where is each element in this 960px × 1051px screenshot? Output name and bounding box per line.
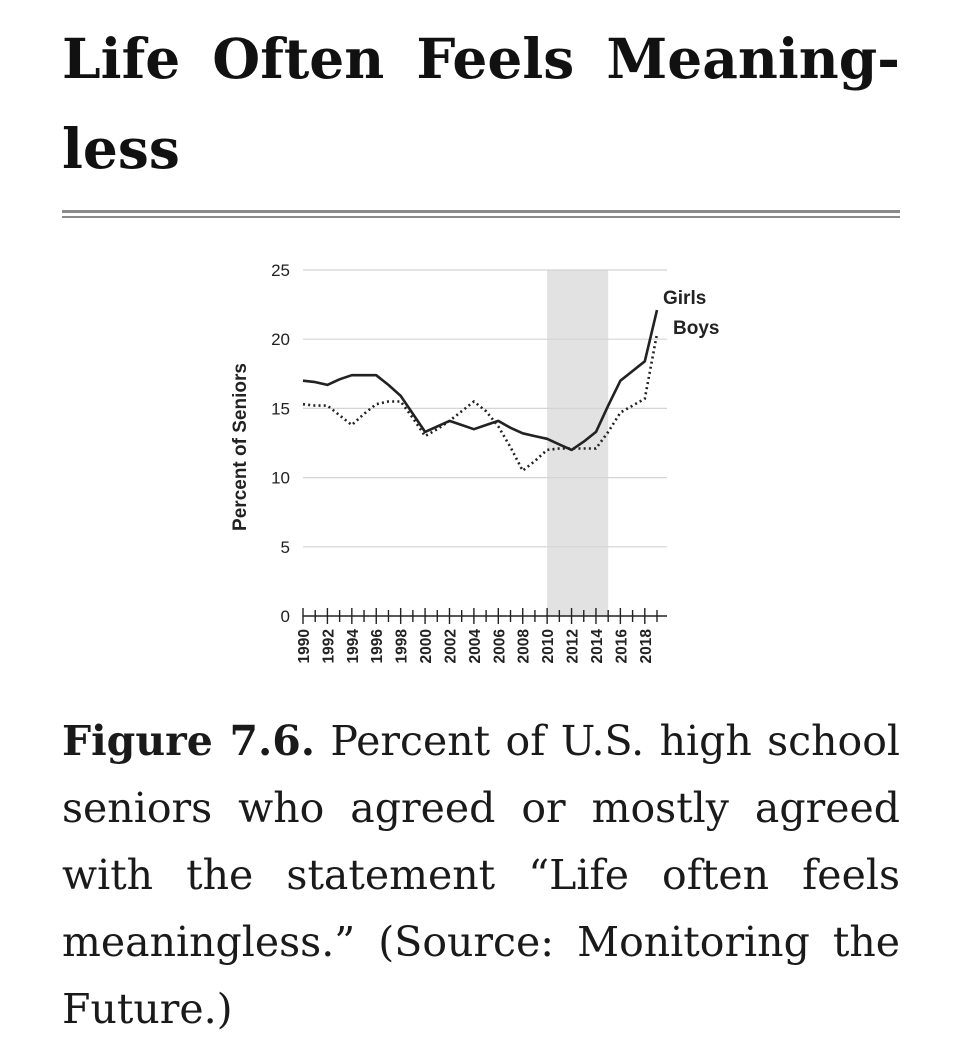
page-title (62, 14, 900, 194)
x-tick-label-2010: 2010 (540, 629, 558, 664)
x-tick-label-2006: 2006 (491, 629, 509, 664)
x-tick-label-2018: 2018 (637, 629, 655, 664)
x-tick-label-1994: 1994 (344, 629, 362, 664)
y-tick-label-25: 25 (271, 261, 290, 280)
title-line-2: less (62, 116, 180, 181)
x-tick-label-2002: 2002 (442, 629, 460, 664)
x-tick-label-1996: 1996 (369, 629, 387, 664)
y-tick-label-10: 10 (271, 468, 290, 488)
y-tick-label-5: 5 (280, 537, 290, 557)
y-axis-label: Percent of Seniors (230, 363, 251, 531)
caption-text: Percent of U.S. high school seniors who agreed or mostly agreed with the statement “Life often feels meaningless.” (Source: Monitoring the Future.) (62, 717, 900, 1033)
line-chart (0, 240, 960, 690)
title-line-1: Life Often Feels Meaning- (62, 26, 900, 91)
x-tick-label-2012: 2012 (564, 629, 582, 664)
y-tick-label-15: 15 (271, 399, 290, 419)
figure-caption (62, 708, 900, 1043)
x-tick-label-1992: 1992 (320, 629, 338, 664)
caption-label: Figure 7.6. (62, 717, 316, 765)
series-label-boys: Boys (673, 318, 720, 339)
series-label-girls: Girls (663, 288, 707, 309)
x-tick-label-2008: 2008 (515, 629, 533, 664)
x-tick-label-2016: 2016 (613, 629, 631, 664)
y-tick-label-0: 0 (280, 607, 290, 626)
y-tick-label-20: 20 (271, 330, 290, 350)
x-tick-label-1990: 1990 (296, 629, 313, 664)
title-rule-bottom (62, 216, 900, 218)
x-tick-label-2000: 2000 (418, 629, 436, 664)
title-rule-top (62, 210, 900, 213)
x-tick-label-1998: 1998 (393, 629, 411, 664)
x-tick-label-2004: 2004 (466, 629, 484, 664)
x-tick-label-2014: 2014 (588, 629, 606, 664)
